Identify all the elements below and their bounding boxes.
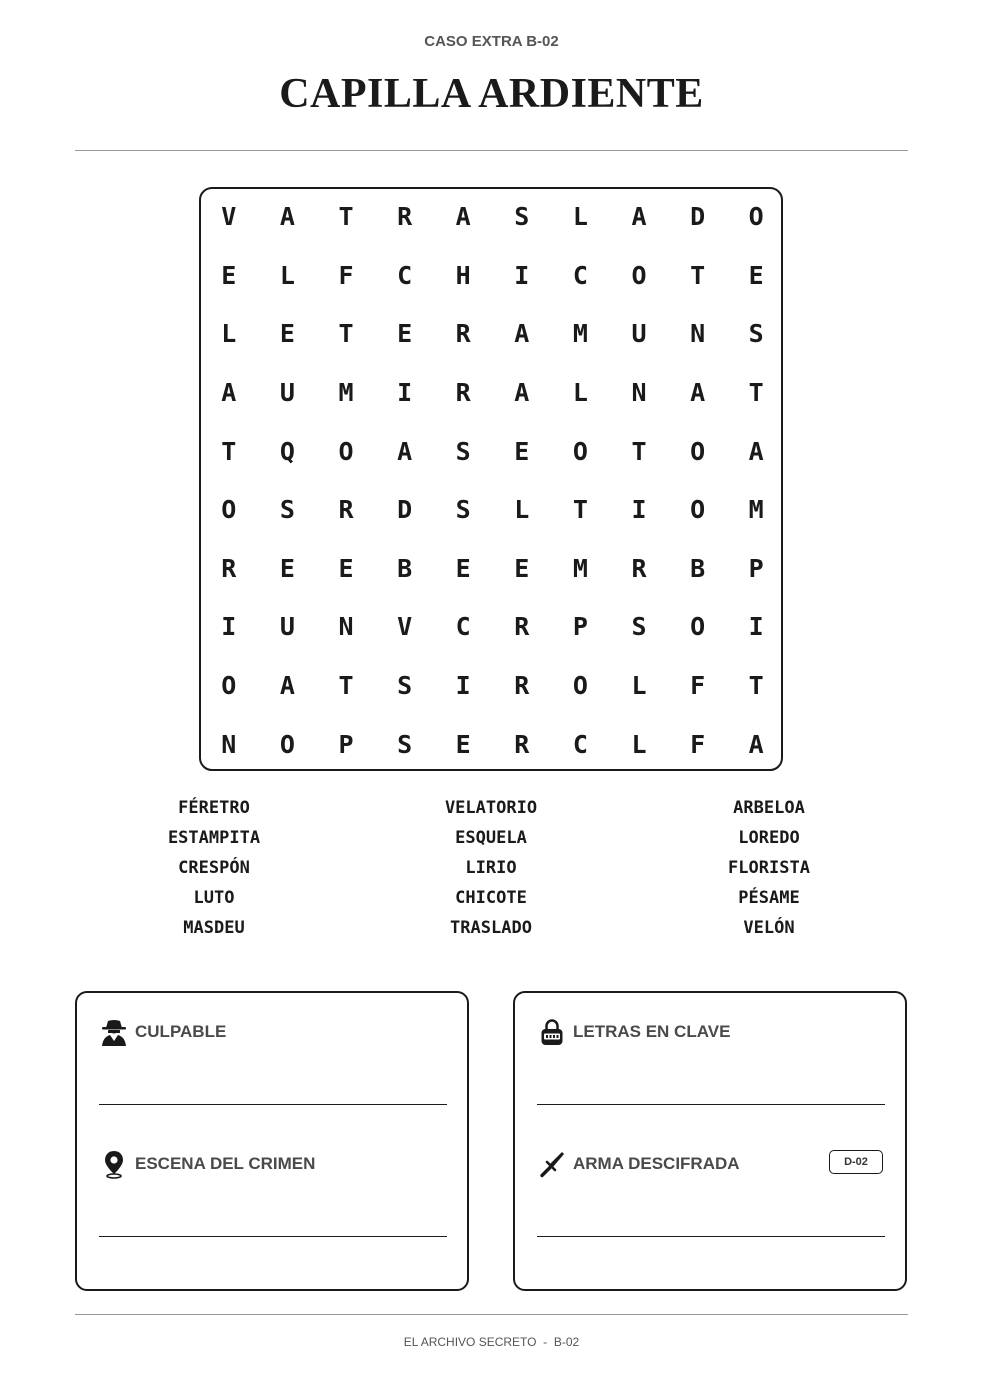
grid-cell[interactable]: S bbox=[397, 729, 413, 759]
letras-label: LETRAS EN CLAVE bbox=[573, 1022, 731, 1041]
grid-cell[interactable]: T bbox=[690, 260, 706, 290]
word-list-column-1 bbox=[94, 795, 334, 945]
grid-cell[interactable]: P bbox=[572, 612, 588, 642]
grid-cell[interactable]: V bbox=[397, 612, 413, 642]
grid-cell[interactable]: O bbox=[690, 612, 706, 642]
word-list-item: VELATORIO bbox=[444, 798, 538, 818]
grid-cell[interactable]: E bbox=[514, 436, 530, 466]
word-list-item: PÉSAME bbox=[738, 888, 800, 908]
grid-cell[interactable]: L bbox=[279, 260, 295, 290]
grid-cell[interactable]: A bbox=[221, 378, 237, 408]
grid-cell[interactable]: E bbox=[221, 260, 237, 290]
grid-cell[interactable]: T bbox=[338, 202, 354, 232]
grid-cell[interactable]: L bbox=[221, 319, 237, 349]
grid-cell[interactable]: B bbox=[397, 553, 413, 583]
grid-cell[interactable]: D bbox=[397, 495, 413, 525]
grid-cell[interactable]: E bbox=[279, 319, 295, 349]
grid-cell[interactable]: M bbox=[572, 553, 588, 583]
grid-cell[interactable]: R bbox=[631, 553, 647, 583]
grid-cell[interactable]: O bbox=[690, 495, 706, 525]
header-divider bbox=[75, 150, 908, 151]
grid-cell[interactable]: O bbox=[279, 729, 295, 759]
grid-cell[interactable]: I bbox=[221, 612, 237, 642]
grid-cell[interactable]: R bbox=[338, 495, 354, 525]
word-list-item: TRASLADO bbox=[450, 918, 532, 938]
grid-cell[interactable]: R bbox=[514, 729, 530, 759]
grid-cell[interactable]: U bbox=[279, 612, 295, 642]
escena-label: ESCENA DEL CRIMEN bbox=[135, 1154, 316, 1173]
grid-cell[interactable]: A bbox=[514, 378, 530, 408]
grid-cell[interactable]: L bbox=[514, 495, 530, 525]
grid-cell[interactable]: S bbox=[397, 671, 413, 701]
grid-cell[interactable]: A bbox=[748, 729, 764, 759]
grid-cell[interactable]: N bbox=[631, 378, 647, 408]
grid-cell[interactable]: R bbox=[514, 671, 530, 701]
clues-weapon-box bbox=[513, 991, 907, 1291]
grid-cell[interactable]: R bbox=[455, 319, 471, 349]
grid-cell[interactable]: I bbox=[397, 378, 413, 408]
detective-icon bbox=[99, 1017, 129, 1047]
grid-cell[interactable]: T bbox=[748, 378, 764, 408]
word-list-item: MASDEU bbox=[183, 918, 245, 938]
grid-cell[interactable]: A bbox=[397, 436, 413, 466]
word-list-item: CRESPÓN bbox=[178, 858, 250, 878]
grid-cell[interactable]: A bbox=[690, 378, 706, 408]
suspect-scene-box bbox=[75, 991, 469, 1291]
grid-cell[interactable]: T bbox=[338, 671, 354, 701]
grid-cell[interactable]: T bbox=[572, 495, 588, 525]
grid-cell[interactable]: F bbox=[338, 260, 354, 290]
grid-cell[interactable]: R bbox=[221, 553, 237, 583]
case-label: CASO EXTRA B-02 bbox=[424, 33, 559, 50]
grid-cell[interactable]: O bbox=[631, 260, 647, 290]
page-title: CAPILLA ARDIENTE bbox=[279, 71, 704, 117]
culpable-answer-line[interactable] bbox=[99, 1104, 447, 1105]
grid-cell[interactable]: M bbox=[572, 319, 588, 349]
grid-cell[interactable]: N bbox=[221, 729, 237, 759]
grid-cell[interactable]: T bbox=[631, 436, 647, 466]
grid-cell[interactable]: H bbox=[455, 260, 471, 290]
word-list-item: CHICOTE bbox=[455, 888, 527, 908]
grid-cell[interactable]: E bbox=[455, 553, 471, 583]
grid-cell[interactable]: A bbox=[631, 202, 647, 232]
grid-cell[interactable]: E bbox=[455, 729, 471, 759]
culpable-label: CULPABLE bbox=[135, 1022, 227, 1041]
word-list-item: ESTAMPITA bbox=[167, 828, 261, 848]
grid-cell[interactable]: P bbox=[748, 553, 764, 583]
grid-cell[interactable]: O bbox=[572, 436, 588, 466]
grid-cell[interactable]: N bbox=[690, 319, 706, 349]
word-list-item: VELÓN bbox=[743, 918, 795, 938]
grid-cell[interactable]: P bbox=[338, 729, 354, 759]
word-list-item: ESQUELA bbox=[455, 828, 527, 848]
grid-cell[interactable]: A bbox=[514, 319, 530, 349]
grid-cell[interactable]: L bbox=[631, 729, 647, 759]
grid-cell[interactable]: E bbox=[748, 260, 764, 290]
word-list-column-2 bbox=[371, 795, 611, 945]
word-list-item: LUTO bbox=[193, 888, 235, 908]
dagger-icon bbox=[537, 1149, 567, 1179]
grid-cell[interactable]: C bbox=[397, 260, 413, 290]
grid-cell[interactable]: M bbox=[338, 378, 354, 408]
grid-cell[interactable]: S bbox=[455, 495, 471, 525]
word-list-item: LOREDO bbox=[738, 828, 800, 848]
word-list-item: FÉRETRO bbox=[178, 798, 250, 818]
grid-cell[interactable]: O bbox=[221, 671, 237, 701]
grid-cell[interactable]: I bbox=[514, 260, 530, 290]
location-pin-icon bbox=[99, 1149, 129, 1179]
letras-answer-line[interactable] bbox=[537, 1104, 885, 1105]
grid-cell[interactable]: A bbox=[748, 436, 764, 466]
grid-cell[interactable]: T bbox=[221, 436, 237, 466]
grid-cell[interactable]: T bbox=[748, 671, 764, 701]
grid-cell[interactable]: B bbox=[690, 553, 706, 583]
grid-cell[interactable]: E bbox=[514, 553, 530, 583]
grid-cell[interactable]: V bbox=[221, 202, 237, 232]
weapon-code-badge: D-02 bbox=[829, 1150, 883, 1174]
grid-cell[interactable]: A bbox=[455, 202, 471, 232]
arma-answer-line[interactable] bbox=[537, 1236, 885, 1237]
grid-cell[interactable]: C bbox=[455, 612, 471, 642]
padlock-icon bbox=[537, 1017, 567, 1047]
grid-cell[interactable]: S bbox=[514, 202, 530, 232]
grid-cell[interactable]: I bbox=[455, 671, 471, 701]
grid-cell[interactable]: O bbox=[221, 495, 237, 525]
grid-cell[interactable]: C bbox=[572, 729, 588, 759]
word-list-column-3 bbox=[649, 795, 889, 945]
grid-cell[interactable]: O bbox=[690, 436, 706, 466]
grid-cell[interactable]: A bbox=[279, 202, 295, 232]
escena-answer-line[interactable] bbox=[99, 1236, 447, 1237]
grid-cell[interactable]: A bbox=[279, 671, 295, 701]
footer-text: EL ARCHIVO SECRETO - B-02 bbox=[403, 1335, 580, 1349]
word-search-grid bbox=[199, 187, 783, 771]
grid-cell[interactable]: C bbox=[572, 260, 588, 290]
grid-cell[interactable]: I bbox=[631, 495, 647, 525]
grid-cell[interactable]: M bbox=[748, 495, 764, 525]
grid-cell[interactable]: L bbox=[572, 202, 588, 232]
grid-cell[interactable]: U bbox=[631, 319, 647, 349]
word-list-item: LIRIO bbox=[465, 858, 517, 878]
grid-cell[interactable]: O bbox=[572, 671, 588, 701]
grid-cell[interactable]: F bbox=[690, 671, 706, 701]
grid-cell[interactable]: F bbox=[690, 729, 706, 759]
grid-cell[interactable]: U bbox=[279, 378, 295, 408]
grid-cell[interactable]: R bbox=[455, 378, 471, 408]
grid-cell[interactable]: S bbox=[279, 495, 295, 525]
footer-divider bbox=[75, 1314, 908, 1315]
grid-cell[interactable]: E bbox=[338, 553, 354, 583]
grid-cell[interactable]: O bbox=[338, 436, 354, 466]
grid-cell[interactable]: T bbox=[338, 319, 354, 349]
grid-cell[interactable]: I bbox=[748, 612, 764, 642]
grid-cell[interactable]: E bbox=[397, 319, 413, 349]
grid-cell[interactable]: R bbox=[514, 612, 530, 642]
grid-cell[interactable]: S bbox=[455, 436, 471, 466]
grid-cell[interactable]: L bbox=[631, 671, 647, 701]
grid-cell[interactable]: Q bbox=[279, 436, 295, 466]
grid-cell[interactable]: O bbox=[748, 202, 764, 232]
grid-cell[interactable]: N bbox=[338, 612, 354, 642]
grid-cell[interactable]: S bbox=[748, 319, 764, 349]
arma-label: ARMA DESCIFRADA bbox=[573, 1154, 740, 1173]
word-list-item: ARBELOA bbox=[733, 798, 805, 818]
word-list-item: FLORISTA bbox=[728, 858, 810, 878]
grid-cell[interactable]: D bbox=[690, 202, 706, 232]
grid-cell[interactable]: L bbox=[572, 378, 588, 408]
grid-cell[interactable]: E bbox=[279, 553, 295, 583]
grid-cell[interactable]: R bbox=[397, 202, 413, 232]
grid-cell[interactable]: S bbox=[631, 612, 647, 642]
